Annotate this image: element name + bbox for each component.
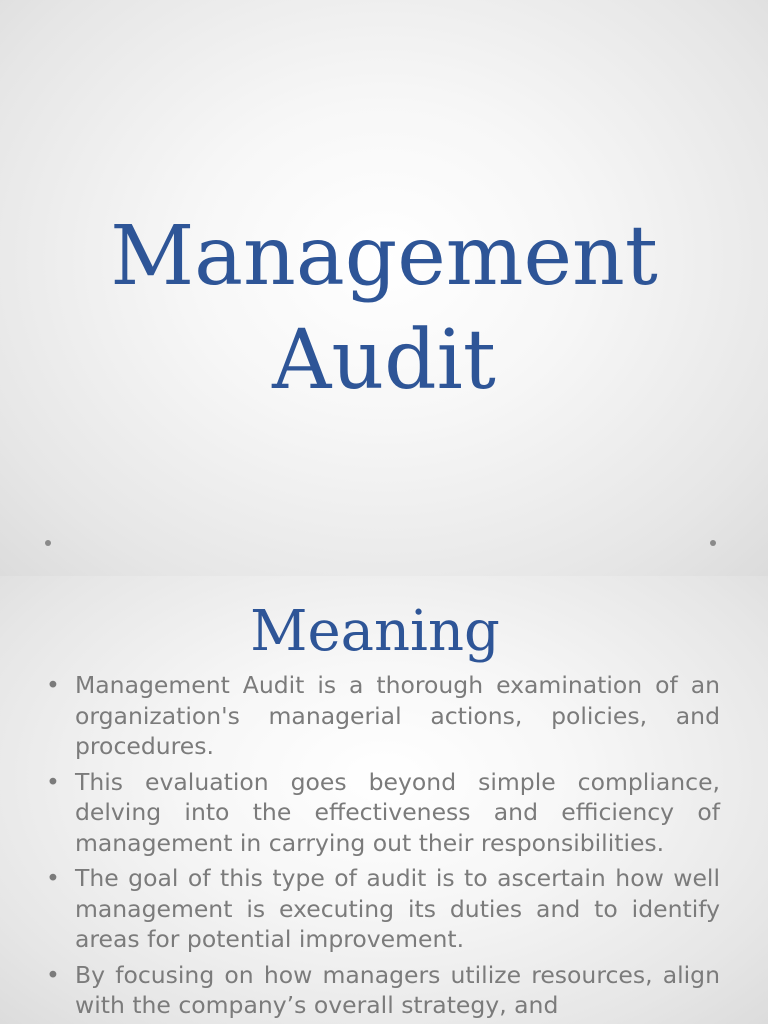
- bullet-item: [40, 960, 720, 1021]
- bullet-item: [40, 767, 720, 859]
- bullet-text: This evaluation goes beyond simple compliance, delving into the effectiveness and efficiency of management in carrying out their responsibilities.: [75, 767, 720, 857]
- bullet-text: Management Audit is a thorough examination of an organization's managerial actions, policies, and procedures.: [75, 671, 720, 760]
- meaning-slide: [0, 576, 768, 1024]
- slide-title: [0, 205, 768, 413]
- decorative-dot-left: [45, 540, 51, 546]
- bullet-icon: •: [46, 671, 60, 699]
- bullet-item: [40, 670, 720, 762]
- bullet-icon: •: [46, 767, 60, 796]
- bullet-text: The goal of this type of audit is to ascertain how well management is executing its duties and to identify areas for potential improvement.: [75, 864, 720, 953]
- bullet-list: [40, 670, 720, 1024]
- bullet-item: [40, 863, 720, 955]
- bullet-icon: •: [46, 864, 60, 892]
- title-line-2: Audit: [272, 313, 496, 408]
- bullet-text: By focusing on how managers utilize resources, align with the company’s overall strategy, and: [75, 960, 720, 1019]
- bullet-icon: •: [46, 960, 60, 989]
- title-line-1: Management: [110, 209, 658, 304]
- slide-heading: Meaning: [250, 599, 500, 664]
- decorative-dot-right: [710, 540, 716, 546]
